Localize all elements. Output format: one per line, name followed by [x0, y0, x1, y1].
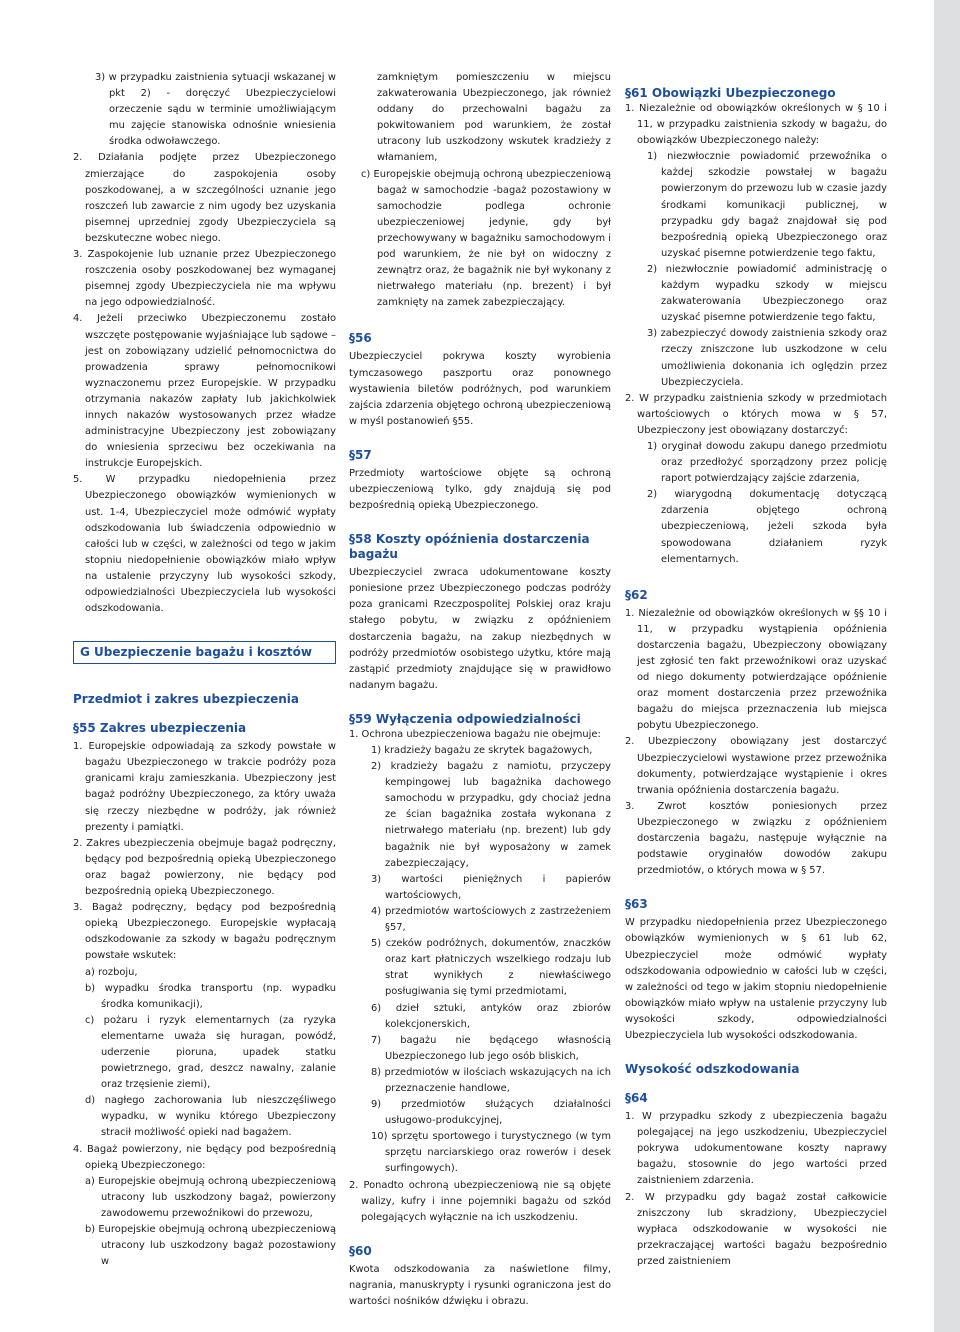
s59-item: 4) przedmiotów wartościowych z zastrzeżeniem §57,	[371, 905, 611, 934]
s55-3a: a) rozboju,	[85, 966, 138, 978]
heading-przedmiot: Przedmiot i zakres ubezpieczenia	[73, 692, 300, 707]
s60-text: Kwota odszkodowania za naświetlone filmy, nagrania, manuskrypty i rysunki ograniczona jest do wartości nośników dźwięku i obrazu.	[349, 1263, 611, 1307]
s61-1-item: 2) niezwłocznie powiadomić administrację o każdym wypadku szkody w miejscu zakwaterowania Ubezpieczonego oraz uzyskać pisemne potwierdzenie tego faktu,	[647, 263, 887, 324]
s56-text: Ubezpieczyciel pokrywa koszty wyrobienia tymczasowego paszportu oraz ponownego wystawienia biletów podróżnych, pod warunkiem zajścia zdarzenia objętego ochroną ubezpieczeniową w myśl postanowień §55.	[349, 351, 611, 427]
paragraph-5: 5. W przypadku niedopełnienia przez Ubezpieczonego obowiązków wymienionych w ust. 1-4, Ubezpieczyciel może odmówić wypłaty odszkodowania lub świadczenia odpowiednio w całości lub w części, w zależności od tego w jakim stopniu niedopełnienie obowiązków miało wpływ na ustalenie przyczyny lub wysokości szkody, odpowiedzialności Ubezpieczyciela lub wysokości odszkodowania.	[73, 474, 336, 615]
paragraph-4: 4. Jeżeli przeciwko Ubezpieczonemu zostało wszczęte postępowanie wyjaśniające lub sądowe – jest on zobowiązany udzielić pełnomocnictwa do prowadzenia sprawy pełnomocnikowi wyznaczonemu przez Europejskie. W przypadku otrzymania nakazów zapłaty lub jakichkolwiek innych nakazów wystosowanych przez władze administracyjne Ubezpieczony jest zobowiązany do wniesienia sprzeciwu bez oczekiwania na instrukcje Europejskich.	[73, 313, 336, 470]
s59-1: 1. Ochrona ubezpieczeniowa bagażu nie obejmuje:	[349, 728, 601, 740]
s61-2-item: 2) wiarygodną dokumentację dotyczącą zdarzenia objętego ochroną ubezpieczeniową, jeżeli szkoda była spowodowana działaniem ryzyk elementarnych.	[647, 489, 887, 565]
s59-item: 7) bagażu nie będącego własnością Ubezpieczonego lub jego osób bliskich,	[371, 1034, 611, 1062]
s55-3d: d) nagłego zachorowania lub nieszczęśliwego wypadku, w wyniku którego Ubezpieczony stracił możliwość opieki nad bagażem.	[85, 1095, 336, 1139]
heading-64: §64	[625, 1091, 648, 1106]
s55-4b-continued: zamkniętym pomieszczeniu w miejscu zakwaterowania Ubezpieczonego, jak również oddany do przechowalni bagażu za pokwitowaniem pod warunkiem, że został utracony lub uszkodzony wskutek kradzieży z włamaniem,	[377, 72, 611, 164]
s59-item: 6) dzieł sztuki, antyków oraz zbiorów kolekcjonerskich,	[371, 1002, 611, 1030]
s59-item: 3) wartości pieniężnych i papierów wartościowych,	[371, 873, 611, 901]
s59-item: 9) przedmiotów służących działalności usługowo-produkcyjnej,	[371, 1099, 611, 1127]
s55-4b: b) Europejskie obejmują ochroną ubezpieczeniową utracony lub uszkodzony bagaż pozostawiony w	[85, 1224, 336, 1268]
s55-4: 4. Bagaż powierzony, nie będący pod bezpośrednią opieką Ubezpieczonego:	[73, 1143, 336, 1171]
s64-2: 2. W przypadku gdy bagaż został całkowicie zniszczony lub skradziony, Ubezpieczyciel wypłaca odszkodowanie w wysokości nie przekraczającej wartości bagażu bezpośrednio przed zaistnieniem	[625, 1191, 887, 1267]
s59-item: 1) kradzieży bagażu ze skrytek bagażowych,	[371, 745, 593, 756]
column-middle	[349, 70, 611, 1310]
heading-wysokosc: Wysokość odszkodowania	[625, 1062, 800, 1077]
s55-3c: c) pożaru i ryzyk elementarnych (za ryzyka elementarne uważa się huragan, powódź, uderzenie pioruna, upadek statku powietrznego, grad, deszcz nawalny, zalanie oraz trzęsienie ziemi),	[85, 1014, 336, 1091]
s59-item: 5) czeków podróżnych, dokumentów, znaczków oraz kart płatniczych wszelkiego rodzaju lub strat wynikłych z niewłaściwego posługiwania się tymi przedmiotami,	[371, 938, 611, 998]
column-left	[73, 70, 336, 1270]
s62-1: 1. Niezależnie od obowiązków określonych w §§ 10 i 11, w przypadku wystąpienia opóźnienia dostarczenia bagażu, Ubezpieczony obowiązany jest zgłosić ten fakt przewoźnikowi oraz uzyskać od niego dokumenty potwierdzające opóźnienie oraz moment dostarczenia przez przewoźnika bagażu do miejsca przeznaczenia lub miejsca pobytu Ubezpieczonego.	[625, 607, 887, 732]
s63-text: W przypadku niedopełnienia przez Ubezpieczonego obowiązków wymienionych w § 61 lub 62, Ubezpieczyciel może odmówić wypłaty odszkodowania odpowiednio w całości lub w części, w zależności od tego w jakim stopniu niedopełnienie obowiązków miało wpływ na ustalenie przyczyny lub wysokości szkody, odpowiedzialności Ubezpieczyciela lub wysokości odszkodowania.	[625, 917, 887, 1041]
paragraph-3: 3. Zaspokojenie lub uznanie przez Ubezpieczonego roszczenia osoby poszkodowanej bez wymaganej pisemnej zgody Ubezpieczyciela nie ma wpływu na jego odpowiedzialność.	[73, 249, 336, 309]
s55-3b: b) wypadku środka transportu (np. wypadku środka komunikacji),	[85, 982, 336, 1010]
heading-62: §62	[625, 587, 648, 602]
heading-60: §60	[349, 1243, 372, 1258]
s59-item: 8) przedmiotów w ilościach wskazujących na ich przeznaczenie handlowe,	[371, 1066, 611, 1094]
heading-61: §61 Obowiązki Ubezpieczonego	[625, 86, 836, 100]
s64-1: 1. W przypadku szkody z ubezpieczenia bagażu polegającej na jego uszkodzeniu, Ubezpieczyciel pokrywa udokumentowane koszty naprawy bagażu, stosownie do jego wartości przed zaistnieniem zdarzenia.	[625, 1111, 887, 1187]
page-edge-stripe	[934, 0, 960, 1332]
paragraph-2: 2. Działania podjęte przez Ubezpieczonego zmierzające do zaspokojenia osoby poszkodowanej, a w szczególności uznanie jego roszczeń lub zawarcie z nim ugody bez uzyskania pisemnej uprzedniej zgody Ubezpieczyciela są bezskuteczne wobec niego.	[73, 152, 336, 244]
s61-2-item: 1) oryginał dowodu zakupu danego przedmiotu oraz przedłożyć sporządzony przez policję raport potwierdzający zajście zdarzenia,	[647, 440, 887, 485]
heading-56: §56	[349, 331, 372, 346]
heading-63: §63	[625, 897, 648, 912]
item-3: 3) w przypadku zaistnienia sytuacji wskazanej w pkt 2) - doręczyć Ubezpieczycielowi orzeczenie sądu w terminie umożliwiającym mu zajęcie stanowiska odnośnie wniesienia środka odwoławczego.	[95, 72, 336, 148]
s61-2: 2. W przypadku zaistnienia szkody w przedmiotach wartościowych o których mowa w § 57, Ubezpieczony jest obowiązany dostarczyć:	[625, 392, 887, 436]
s59-2: 2. Ponadto ochroną ubezpieczeniową nie są objęte walizy, kufry i inne pojemniki bagażu od szkód polegających wyłącznie na ich uszkodzeniu.	[349, 1179, 611, 1223]
section-g-banner: G Ubezpieczenie bagażu i kosztów	[73, 641, 336, 664]
heading-59: §59 Wyłączenia odpowiedzialności	[349, 711, 581, 726]
heading-55: §55 Zakres ubezpieczenia	[73, 721, 247, 736]
s61-1-item: 3) zabezpieczyć dowody zaistnienia szkody oraz rzeczy zniszczone lub uszkodzone w celu umożliwienia dokonania ich oględzin przez Ubezpieczyciela.	[647, 328, 887, 388]
s62-3: 3. Zwrot kosztów poniesionych przez Ubezpieczonego w związku z opóźnieniem dostarczenia bagażu, następuje wyłącznie na podstawie oryginałów dowodów zakupu przedmiotów, o których mowa w § 57.	[625, 800, 887, 877]
s57-text: Przedmioty wartościowe objęte są ochroną ubezpieczeniową tylko, gdy znajdują się pod bezpośrednią opieką Ubezpieczonego.	[349, 467, 611, 512]
s59-list	[349, 743, 611, 1178]
s55-2: 2. Zakres ubezpieczenia obejmuje bagaż podręczny, będący pod bezpośrednią opieką Ubezpieczonego oraz bagaż powierzony, nie będący pod bezpośrednią opieką Ubezpieczonego.	[73, 837, 336, 898]
s55-1: 1. Europejskie odpowiadają za szkody powstałe w bagażu Ubezpieczonego w trakcie podróży poza granicami kraju zamieszkania. Ubezpieczony jest bagaż podróżny Ubezpieczonego, za który uważa się rzeczy niezbędne w podróży, jak również prezenty i pamiątki.	[73, 741, 336, 833]
s55-4c: c) Europejskie obejmują ochroną ubezpieczeniową bagaż w samochodzie -bagaż pozostawiony w samochodzie podlega ochronie ubezpieczeniowej jedynie, gdy był przechowywany w bagażniku samochodowym i pod warunkiem, że nie był on widoczny z zewnątrz oraz, że bagażnik nie był wykonany z nietrwałego materiału (np. brezent) i był zamknięty na zamek zabezpieczający.	[361, 168, 611, 309]
s58-text: Ubezpieczyciel zwraca udokumentowane koszty poniesione przez Ubezpieczonego podczas podróży poza granicami Rzeczpospolitej Polskiej oraz kraju stałego pobytu, w związku z opóźnieniem dostarczenia bagażu, na zakup niezbędnych w podróży przedmiotów osobistego użytku, które mają zastąpić przedmioty znajdujące się w prawidłowo nadanym bagażu.	[349, 567, 611, 691]
s55-4a: a) Europejskie obejmują ochroną ubezpieczeniową utracony lub uszkodzony bagaż, powierzony zawodowemu przewoźnikowi do przewozu,	[85, 1175, 336, 1219]
s61-1-item: 1) niezwłocznie powiadomić przewoźnika o każdej szkodzie powstałej w bagażu powierzonym do przewozu lub w czasie jazdy środkami komunikacji publicznej, w przypadku gdy bagaż znajdował się pod bezpośrednią opieką Ubezpieczonego oraz uzyskać pisemne potwierdzenie tego faktu,	[647, 151, 887, 259]
heading-57: §57	[349, 447, 372, 462]
heading-58: §58 Koszty opóźnienia dostarczenia bagażu	[349, 532, 590, 562]
s59-item: 10) sprzętu sportowego i turystycznego (w tym sprzętu narciarskiego oraz rowerów i desek surfingowych).	[371, 1131, 611, 1175]
s62-2: 2. Ubezpieczony obowiązany jest dostarczyć Ubezpieczycielowi wystawione przez przewoźnika dokumenty, potwierdzające wystąpienie i okres trwania opóźnienia dostarczenia bagażu.	[625, 736, 887, 796]
column-right	[625, 70, 887, 1270]
s61-2-list	[625, 439, 887, 568]
s61-1-list	[625, 149, 887, 390]
s61-1: 1. Niezależnie od obowiązków określonych w § 10 i 11, w przypadku zaistnienia szkody w bagażu, do obowiązków Ubezpieczonego należy:	[625, 103, 887, 147]
s59-item: 2) kradzieży bagażu z namiotu, przyczepy kempingowej lub bagażnika dachowego samochodu w przypadku, gdy chociaż jedna ze ścian bagażnika została wykonana z nietrwałego materiału (np. brezent) lub gdy bagażnik nie był wyposażony w zamek zabezpieczający,	[371, 761, 611, 869]
s55-3: 3. Bagaż podręczny, będący pod bezpośrednią opieką Ubezpieczonego. Europejskie wypłacają odszkodowanie za szkody w bagażu podręcznym powstałe wskutek:	[73, 902, 336, 962]
